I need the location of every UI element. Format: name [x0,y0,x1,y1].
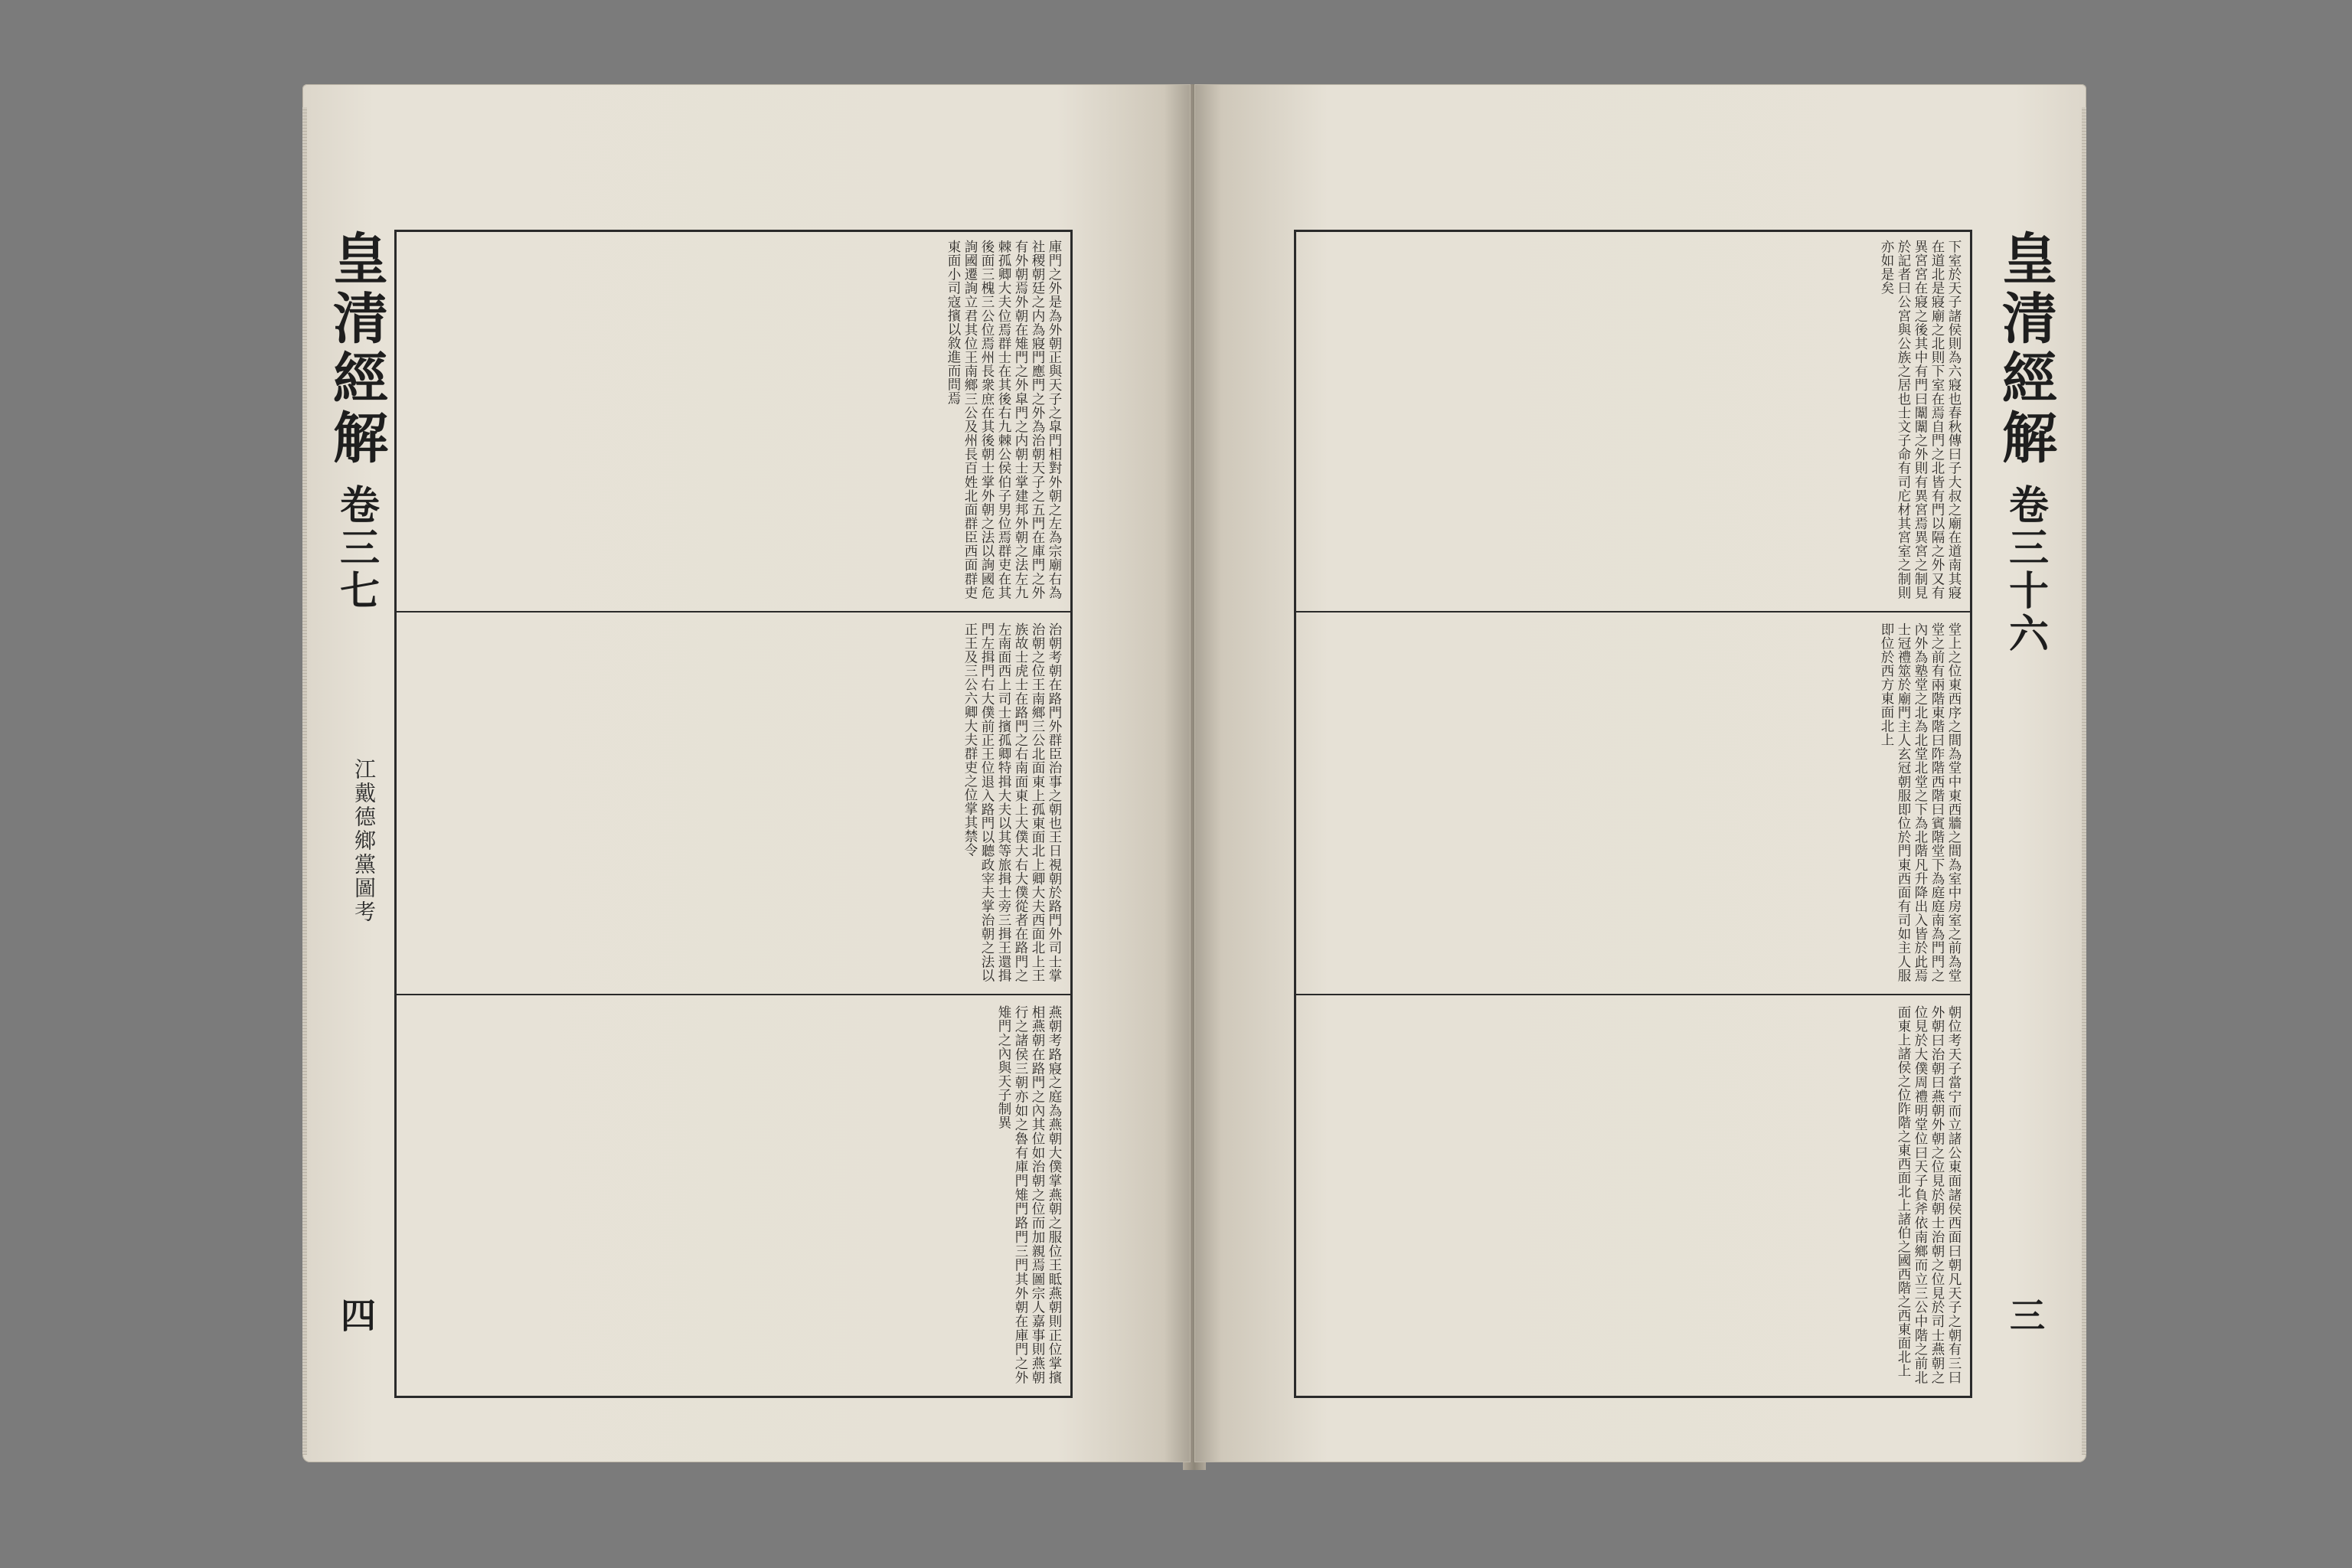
band-divider [397,611,1070,612]
volume-label: 卷三十六 [2001,484,2049,655]
right-margin-column [1991,230,2060,1393]
band-divider [397,994,1070,995]
text-paragraph: 下室於天子諸侯則為六寢也春秋傳曰子大叔之廟在道南其寢在道北是寢廟之北則下室在焉自門之北皆有門以隔之外又有異宮宮在寢之後其中有門曰闈闈之外則有異宮焉異宮之制見於記者曰公宮與公族之居也士文子命有司庀材其宮室之制則亦如是矣 [1879,240,1962,599]
page-edges-left [302,107,307,1455]
text-paragraph: 朝位考天子當宁而立諸公東面諸侯西面曰朝凡天子之朝有三曰外朝曰治朝曰燕朝外朝之位見於朝士治朝之位見於司士燕朝之位見於大僕周禮明堂位曰天子負斧依南鄉而立三公中階之前北面東上諸侯之位阼階之東西面北上諸伯之國西階之西東面北上 [1896,1005,1962,1384]
text-block-bottom [1304,1005,1962,1384]
text-frame [394,230,1073,1398]
text-block-bottom [404,1005,1063,1384]
left-page [302,84,1191,1462]
page-number: 三 [2004,1297,2046,1332]
text-block-top [404,240,1063,599]
book-title: 皇清經解 [1993,230,2058,469]
volume-label: 卷三七 [332,484,380,612]
text-paragraph: 庫門之外是為外朝正與天子之皐門相對外朝之左為宗廟右為社稷朝廷之内為寢門應門之外為治朝天子之五門在庫門之外有外朝焉外朝在雉門之外皐門之内朝士掌建邦外朝之法左九棘孤卿大夫位焉群士在其後右九棘公侯伯子男位焉群吏在其後面三槐三公位焉州長衆庶在其後朝士掌外朝之法以詢國危詢國遷詢立君其位王南鄉三公及州長百姓北面群臣西面群吏東面小司寇擯以敘進而問焉 [946,240,1062,599]
open-book [302,84,2086,1478]
text-paragraph: 治朝考朝在路門外群臣治事之朝也王日視朝於路門外司士掌治朝之位王南鄉三公北面東上孤東面北上卿大夫西面北上王族故士虎士在路門之右南面東上大僕大右大僕從者在路門之左南面西上司士擯孤卿特揖大夫以其等旅揖士旁三揖王還揖門左揖門右大僕前正王位退入路門以聽政宰夫掌治朝之法以正王及三公六卿大夫群吏之位掌其禁令 [962,622,1062,982]
text-paragraph: 堂上之位東西序之間為堂中東西牆之間為室中房室之前為堂堂之前有兩階東階曰阼階西階曰賓階堂下為庭庭南為門門之內外為塾堂之北為北堂北堂之下為北階凡升降出入皆於此焉士冠禮筮於廟門主人玄冠朝服即位於門東西面有司如主人服即位於西方東面北上 [1879,622,1962,982]
text-block-middle [404,622,1063,982]
band-divider [1296,994,1970,995]
author-line: 江戴德鄉黨圖考 [351,758,377,924]
text-block-top [1304,240,1962,599]
page-edges-right [2082,107,2086,1455]
book-title: 皇清經解 [324,230,389,469]
right-page [1194,84,2086,1462]
band-divider [1296,611,1970,612]
page-number: 四 [335,1297,377,1332]
text-block-middle [1304,622,1962,982]
text-paragraph: 燕朝考路寢之庭為燕朝大僕掌燕朝之服位王眡燕朝則正位掌擯相燕朝在路門之內其位如治朝之位而加親焉圖宗人嘉事則燕朝行之諸侯三朝亦如之魯有庫門雉門路門三門其外朝在庫門之外雉門之內與天子制異 [996,1005,1062,1384]
text-frame [1294,230,1972,1398]
